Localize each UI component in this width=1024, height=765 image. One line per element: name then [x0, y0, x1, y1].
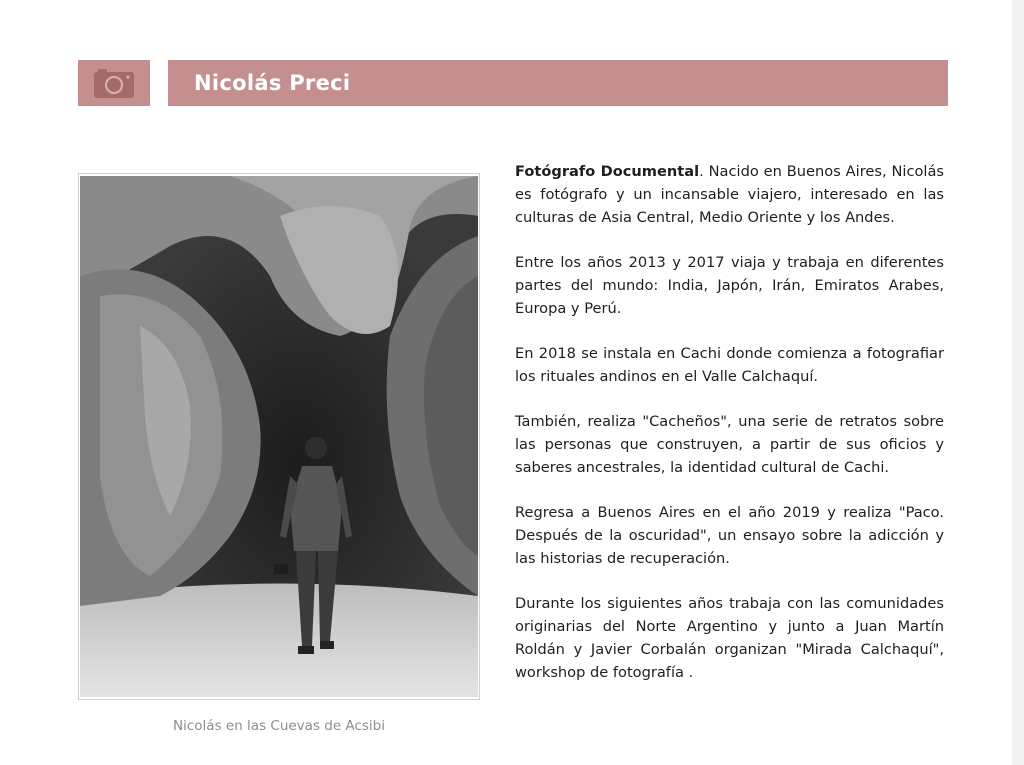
portrait-photo: [80, 176, 478, 697]
biography-text: [515, 160, 944, 706]
bio-paragraph-5: Regresa a Buenos Aires en el año 2019 y realiza "Paco. Después de la oscuridad", un ensayo sobre la adicción y las historias de recuperación.: [515, 504, 944, 567]
camera-icon-box: [78, 60, 150, 106]
page-edge: [1012, 0, 1024, 765]
bio-paragraph-3: En 2018 se instala en Cachi donde comienza a fotografiar los rituales andinos en el Valle Calchaquí.: [515, 345, 944, 385]
bio-paragraph-4: También, realiza "Cacheños", una serie de retratos sobre las personas que construyen, a partir de sus oficios y saberes ancestrales, la identidad cultural de Cachi.: [515, 413, 944, 476]
page-title: Nicolás Preci: [194, 71, 351, 95]
bio-lead-text: . Nacido en Buenos Aires, Nicolás es fotógrafo y un incansable viajero, interesado en las culturas de Asia Central, Medio Oriente y los Andes.: [515, 163, 944, 226]
camera-icon: [92, 66, 136, 104]
bio-lead-bold: Fotógrafo Documental: [515, 163, 700, 180]
bio-paragraph-6: Durante los siguientes años trabaja con las comunidades originarias del Norte Argentino y junto a Juan Martín Roldán y Javier Corbalán organizan "Mirada Calchaquí", workshop de fotografía .: [515, 595, 944, 681]
title-bar: [168, 60, 948, 106]
photo-caption: Nicolás en las Cuevas de Acsibi: [173, 718, 385, 734]
bio-paragraph-1: [515, 160, 944, 229]
bio-paragraph-2: Entre los años 2013 y 2017 viaja y trabaja en diferentes partes del mundo: India, Japón, Irán, Emiratos Arabes, Europa y Perú.: [515, 254, 944, 317]
